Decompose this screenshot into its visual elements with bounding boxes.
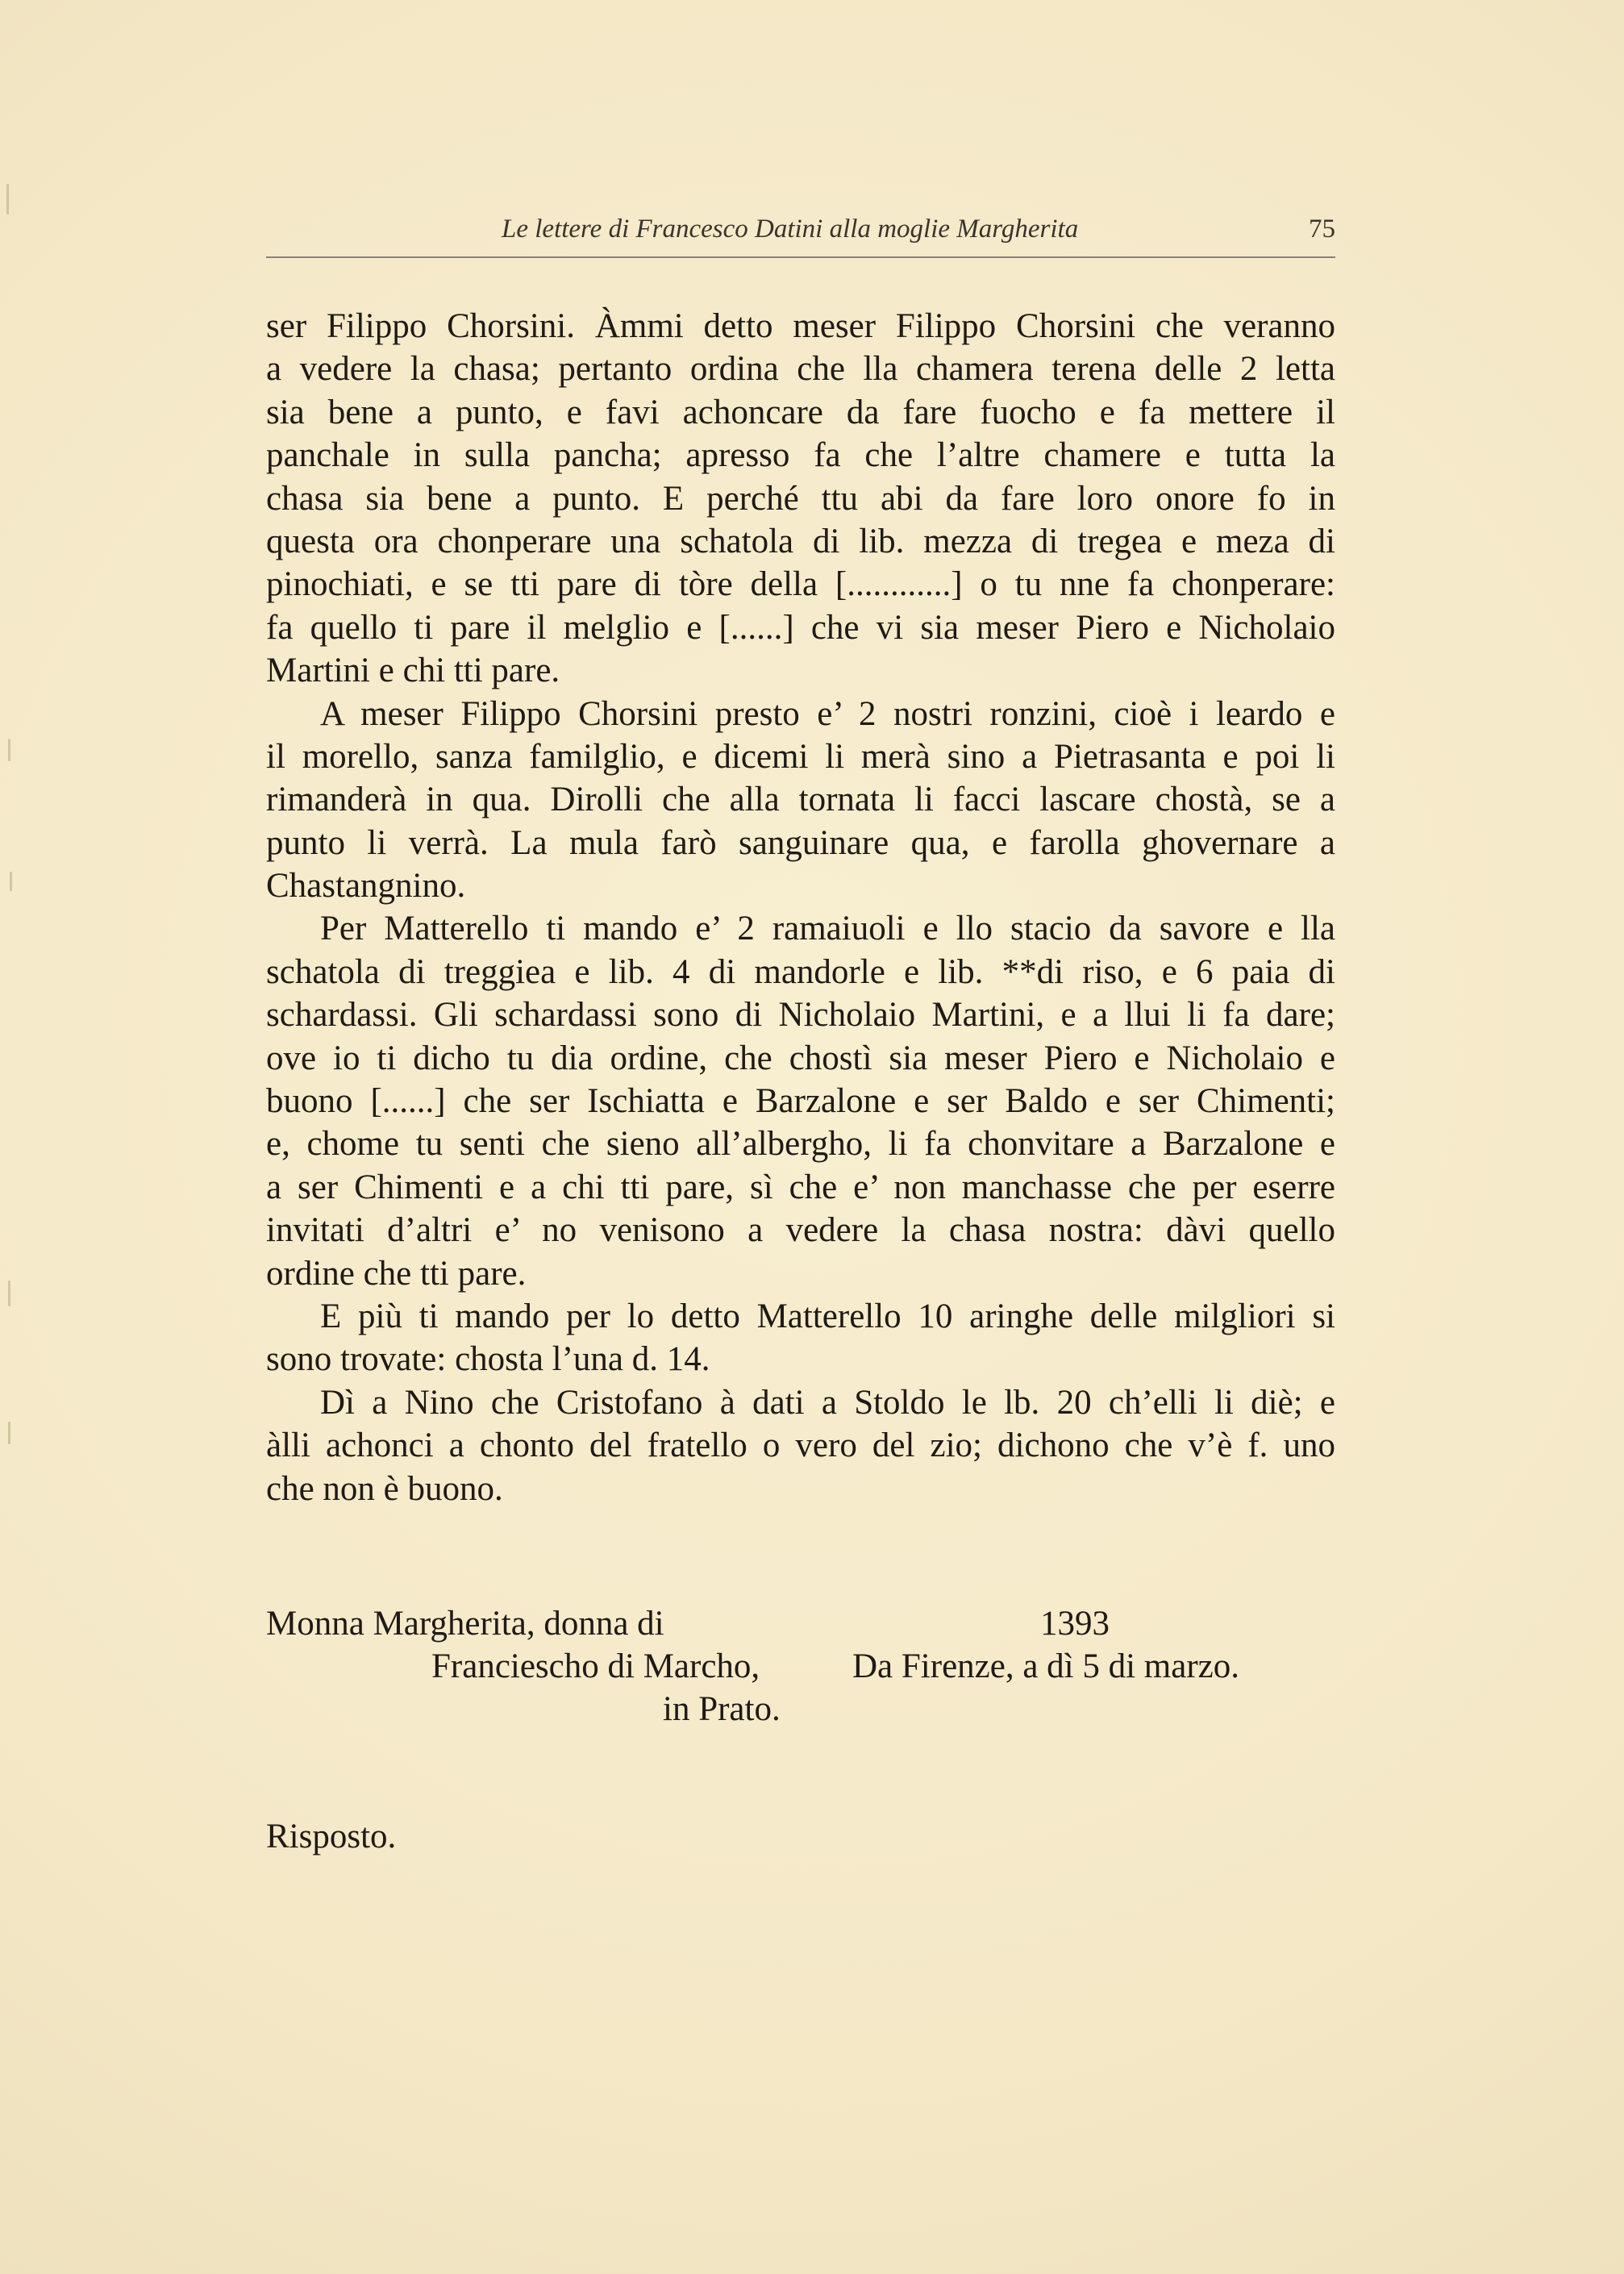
text-line: àlli achonci a chonto del fratello o vero del zio; dichono che v’è f. uno [266, 1426, 1335, 1465]
text-line: che non è buono. [266, 1469, 503, 1508]
left-margin-mark [8, 1281, 10, 1306]
text-line: a ser Chimenti e a chi tti pare, sì che e’ non manchasse che per eserre [266, 1168, 1335, 1206]
text-line: questa ora chonperare una schatola di lib. mezza di tregea e meza di [266, 522, 1335, 560]
letter-closing [266, 1602, 1335, 1739]
left-margin-mark [8, 739, 10, 761]
address-line: in Prato. [663, 1690, 781, 1728]
running-title: Le lettere di Francesco Datini alla moglie Margherita [502, 214, 1079, 244]
text-line: E più ti mando per lo detto Matterello 10 aringhe delle milgliori si [320, 1297, 1335, 1335]
text-line: Chastangnino. [266, 867, 466, 906]
letter-body [266, 305, 1335, 1510]
left-margin-mark [10, 872, 12, 891]
text-line: ove io ti dicho tu dia ordine, che chostì sia meser Piero e Nicholaio e [266, 1039, 1335, 1077]
text-line: invitati d’altri e’ no venisono a vedere la chasa nostra: dàvi quello [266, 1211, 1335, 1250]
letter-year: 1393 [1040, 1605, 1110, 1643]
text-line: panchale in sulla pancha; apresso fa che l’altre chamere e tutta la [266, 436, 1335, 475]
text-line: il morello, sanza familglio, e dicemi li merà sino a Pietrasanta e poi li [266, 737, 1335, 776]
text-line: punto li verrà. La mula farò sanguinare qua, e farolla ghovernare a [266, 823, 1335, 862]
text-line: schardassi. Gli schardassi sono di Nicholaio Martini, e a llui li fa dare; [266, 996, 1335, 1035]
address-line: Franciescho di Marcho, [431, 1647, 760, 1685]
address-line: Monna Margherita, donna di [266, 1605, 664, 1643]
text-line: pinochiati, e se tti pare di tòre della [............] o tu nne fa chonperare: [266, 565, 1335, 604]
running-header [266, 211, 1335, 258]
text-line: buono [......] che ser Ischiatta e Barzalone e ser Baldo e ser Chimenti; [266, 1082, 1335, 1121]
text-line: Martini e chi tti pare. [266, 652, 560, 690]
left-margin-mark [8, 1422, 10, 1444]
text-line: a vedere la chasa; pertanto ordina che lla chamera terena delle 2 letta [266, 350, 1335, 389]
text-line: ser Filippo Chorsini. Àmmi detto meser Filippo Chorsini che veranno [266, 307, 1335, 345]
text-line: ordine che tti pare. [266, 1254, 527, 1293]
text-line: chasa sia bene a punto. E perché ttu abi da fare loro onore fo in [266, 479, 1335, 518]
text-line: rimanderà in qua. Dirolli che alla tornata li facci lascare chostà, se a [266, 781, 1335, 819]
text-line: sia bene a punto, e favi achoncare da fare fuocho e fa mettere il [266, 393, 1335, 431]
text-line: schatola di treggiea e lib. 4 di mandorle e lib. **di riso, e 6 paia di [266, 952, 1335, 991]
letter-dateline: Da Firenze, a dì 5 di marzo. [852, 1647, 1239, 1685]
text-line: Dì a Nino che Cristofano à dati a Stoldo le lb. 20 ch’elli li diè; e [320, 1383, 1335, 1422]
text-line: fa quello ti pare il melglio e [......] che vi sia meser Piero e Nicholaio [266, 608, 1335, 647]
page-number: 75 [1309, 214, 1335, 244]
response-note: Risposto. [266, 1818, 397, 1855]
left-margin-mark [6, 184, 9, 214]
text-line: sono trovate: chosta l’una d. 14. [266, 1340, 710, 1379]
text-line: A meser Filippo Chorsini presto e’ 2 nostri ronzini, cioè i leardo e [320, 694, 1335, 733]
text-line: e, chome tu senti che sieno all’albergho, li fa chonvitare a Barzalone e [266, 1125, 1335, 1164]
text-line: Per Matterello ti mando e’ 2 ramaiuoli e llo stacio da savore e lla [320, 910, 1335, 948]
